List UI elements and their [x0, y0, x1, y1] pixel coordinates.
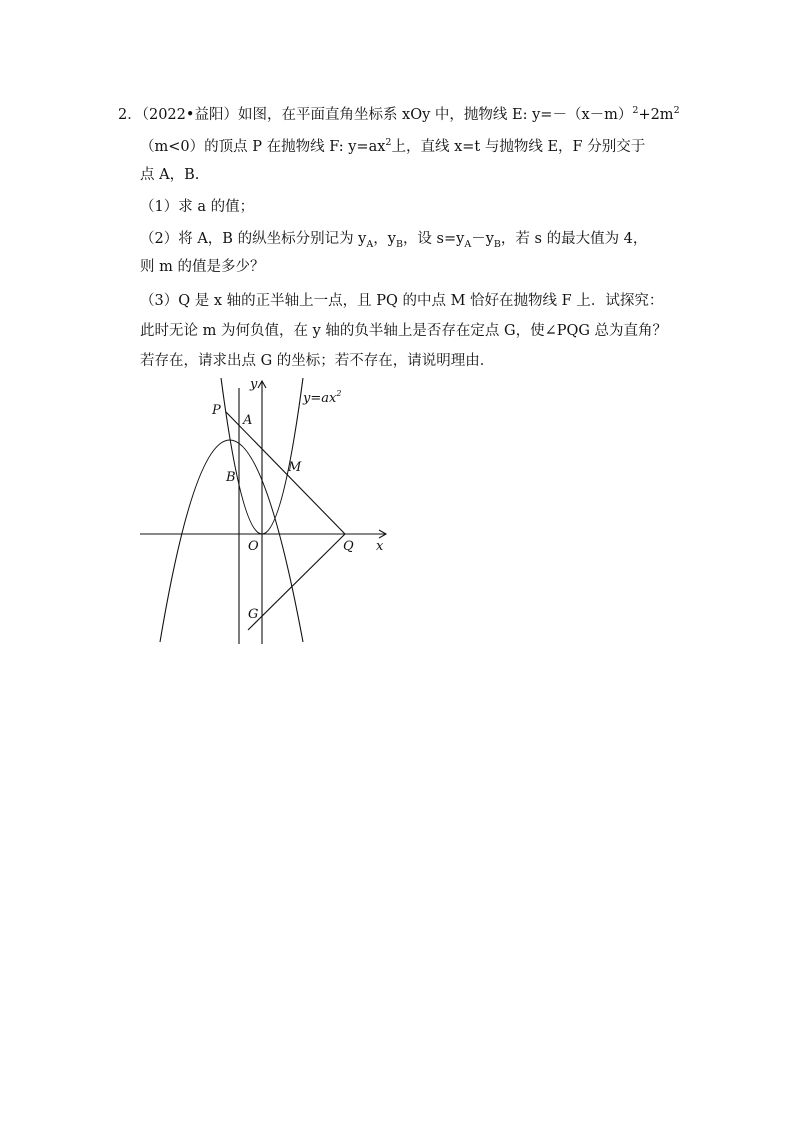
question-3-line-2: 此时无论 m 为何负值，在 y 轴的负半轴上是否存在定点 G，使∠PQG 总为直角？: [140, 323, 668, 339]
problem-line-1: 2．（2022•益阳）如图，在平面直角坐标系 xOy 中，抛物线 E: $y=-(x-m)^2+2m^2$: [118, 105, 680, 123]
label-point-m: M: [288, 460, 302, 475]
problem-number: 2．: [118, 106, 142, 123]
problem-text: 如图，在平面直角坐标系 xOy 中，抛物线 E: y=－（x－m）: [237, 106, 633, 123]
label-point-p: P: [212, 403, 221, 418]
question-3: （3）Q 是 x 轴的正半轴上一点，且 PQ 的中点 M 恰好在抛物线 F 上．试探究：: [140, 293, 664, 309]
label-point-b: B: [226, 470, 236, 485]
problem-line-2: （m<0）的顶点 P 在抛物线 F: $y=ax^2$上，直线 x=t 与抛物线 E，F 分别交于: [140, 137, 646, 155]
question-3-line-3: 若存在，请求出点 G 的坐标；若不存在，请说明理由．: [140, 353, 495, 369]
label-point-g: G: [248, 607, 259, 622]
question-2: （2）将 A，B 的纵坐标分别记为 $y_A$，$y_B$，设 $s=y_A-y_B$，若 s 的最大值为 4，: [140, 231, 648, 250]
label-point-a: A: [243, 413, 253, 428]
label-x-axis: x: [376, 539, 384, 554]
problem-source: （2022•益阳）: [141, 106, 238, 123]
label-curve-f: $y=ax^2$: [303, 389, 342, 406]
label-point-q: Q: [343, 539, 354, 554]
label-y-axis: y: [250, 378, 258, 392]
segment-pq: [226, 412, 345, 534]
question-2-cont: 则 m 的值是多少？: [140, 259, 265, 275]
problem-figure: [138, 378, 398, 646]
problem-line-3: 点 A，B.: [140, 167, 200, 183]
label-origin: O: [248, 539, 259, 554]
question-1: （1）求 a 的值；: [140, 199, 255, 215]
